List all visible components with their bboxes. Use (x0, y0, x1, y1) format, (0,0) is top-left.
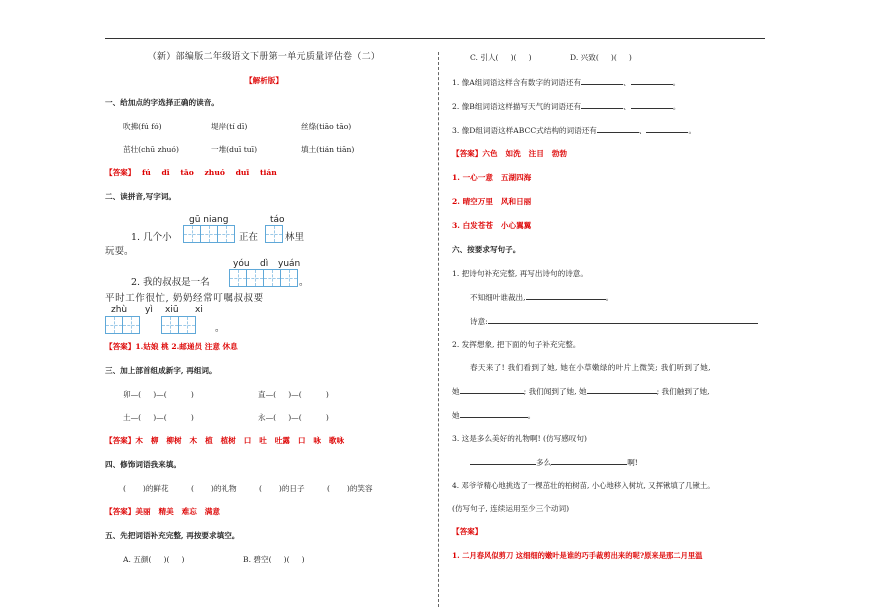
q3-item: 直—( )—( ) (258, 390, 329, 399)
q6-answer-tag: 【答案】 (452, 527, 483, 536)
q5-fill-1 (452, 76, 770, 88)
q5-answer: 【答案】六色 如洗 注目 勃勃 (452, 149, 567, 158)
q2-answer: 【答案】1.姑娘 桃 2.邮递员 注意 休息 (105, 342, 238, 351)
q5-row-cd (452, 52, 770, 63)
answer-word: zhuó (204, 168, 225, 177)
q6-line-11: (仿写句子, 连续运用至少三个动词) (452, 504, 570, 513)
q6-line-6 (452, 385, 770, 397)
pinyin: xiū (165, 305, 179, 315)
q1-row-2 (105, 144, 423, 155)
q6-line-1: 1. 把诗句补充完整, 再写出诗句的诗意。 (452, 269, 588, 278)
q2-heading: 二、读拼音,写字词。 (105, 192, 176, 201)
q4-answer: 【答案】美丽 精美 难忘 满意 (105, 507, 220, 516)
q5-fill-3 (452, 124, 770, 136)
fill-text: 。 (605, 293, 614, 302)
q5-item: D. 兴致( )( ) (570, 53, 632, 62)
q5-item: A. 五颜( )( ) (123, 555, 185, 564)
fill-text: 不知细叶谁裁出, (470, 293, 526, 302)
right-column (452, 52, 770, 574)
blank-line[interactable] (587, 385, 657, 394)
q6-line-2 (452, 291, 770, 303)
pinyin: táo (270, 215, 285, 225)
writing-grid (105, 316, 140, 334)
sentence-text: 。 (215, 323, 225, 334)
fill-text: 诗意: (470, 317, 488, 326)
q4-item: ( )的笑容 (327, 484, 373, 493)
blank-line[interactable] (551, 456, 627, 465)
writing-grid (265, 225, 283, 243)
writing-grid (183, 225, 235, 243)
q1-item: 填土(tián tiān) (301, 145, 355, 154)
sentence-text: 平时工作很忙, 奶奶经常叮嘱叔叔要 (105, 293, 264, 304)
q3-heading: 三、加上部首组成新字, 再组词。 (105, 366, 217, 375)
pinyin: zhù (111, 305, 128, 315)
fill-text: 。 (672, 102, 681, 111)
q1-heading: 一、给加点的字选择正确的读音。 (105, 98, 219, 107)
fill-text: 、 (623, 78, 631, 87)
blank-line[interactable] (597, 124, 639, 133)
q5-answer-2: 2. 晴空万里 风和日丽 (452, 197, 532, 206)
sentence-text: 正在 (239, 232, 259, 243)
sentence-text: 2. 我的叔叔是一名 (131, 277, 210, 288)
pinyin: yóu (233, 259, 250, 269)
column-divider (438, 52, 439, 607)
blank-line[interactable] (581, 76, 623, 85)
fill-text: ; 我们闻到了她, 她 (523, 387, 587, 396)
q6-line-10: 4. 邓爷爷精心地挑选了一棵茁壮的柏树苗, 小心地移入树坑, 又挥锹填了几锹土。 (452, 481, 715, 490)
fill-text: 2. 像B组词语这样描写天气的词语还有 (452, 102, 582, 111)
q4-heading: 四、修饰词语我来填。 (105, 460, 181, 469)
q5-heading: 五、先把词语补充完整, 再按要求填空。 (105, 531, 240, 540)
q4-item: ( )的礼物 (191, 484, 237, 493)
blank-line[interactable] (631, 100, 673, 109)
q3-row-1 (105, 389, 423, 400)
q4-item: ( )的日子 (259, 484, 305, 493)
q1-row-1 (105, 121, 423, 132)
writing-grid (229, 269, 298, 287)
answer-word: dī (161, 168, 170, 177)
pinyin: dì (260, 259, 269, 269)
q6-line-3 (452, 315, 770, 327)
fill-text: 、 (623, 102, 631, 111)
q1-item: 丝绦(tiāo tāo) (301, 122, 352, 131)
writing-grid (161, 316, 196, 334)
q3-row-2 (105, 412, 423, 423)
q4-item: ( )的鲜花 (123, 484, 169, 493)
q6-line-8: 3. 这是多么美好的礼物啊! (仿写感叹句) (452, 434, 587, 443)
blank-line[interactable] (470, 456, 536, 465)
fill-text: 。 (527, 411, 536, 420)
q1-item: 吹拂(fú fó) (123, 122, 162, 131)
answer-word: tāo (180, 168, 194, 177)
q6-heading: 六、按要求写句子。 (452, 245, 521, 254)
q5-item: C. 引人( )( ) (470, 53, 532, 62)
sentence-text: 。 (299, 277, 309, 288)
fill-text: 。 (688, 126, 697, 135)
q1-answer (105, 167, 423, 178)
answer-tag: 【答案】 (105, 168, 136, 177)
fill-text: 啊! (627, 458, 638, 467)
q3-item: 卯—( )—( ) (123, 390, 194, 399)
answer-version-label: 【解析版】 (245, 76, 283, 85)
blank-line[interactable] (526, 291, 606, 300)
fill-text: 。 (672, 78, 681, 87)
blank-line[interactable] (581, 100, 623, 109)
pinyin: xi (195, 305, 203, 315)
q2-sentence-1 (105, 215, 423, 259)
left-column (105, 52, 423, 577)
answer-word: duī (235, 168, 250, 177)
blank-line[interactable] (631, 76, 673, 85)
q1-item: 茁壮(chū zhuó) (123, 145, 179, 154)
q6-line-9 (452, 456, 770, 468)
fill-text: 她 (452, 387, 460, 396)
fill-text: 多么 (536, 458, 552, 467)
blank-line[interactable] (460, 385, 524, 394)
q5-row-ab (105, 554, 423, 565)
q5-answer-3: 3. 白发苍苍 小心翼翼 (452, 221, 532, 230)
q5-fill-2 (452, 100, 770, 112)
fill-text: 、 (638, 126, 647, 135)
header-rule (105, 38, 765, 39)
sentence-text: 玩耍。 (105, 246, 134, 257)
fill-text: 1. 像A组词语这样含有数字的词语还有 (452, 78, 582, 87)
pinyin: yuán (278, 259, 301, 269)
blank-line[interactable] (488, 315, 758, 324)
q5-answer-1: 1. 一心一意 五湖四海 (452, 173, 532, 182)
fill-text: 她 (452, 411, 460, 420)
q6-line-4: 2. 发挥想象, 把下面的句子补充完整。 (452, 340, 581, 349)
q3-item: 永—( )—( ) (258, 413, 329, 422)
page-title: （新）部编版二年级语文下册第一单元质量评估卷（二） (147, 52, 381, 62)
sentence-text: 林里 (285, 232, 305, 243)
q3-answer: 【答案】木 柳 柳树 木 植 植树 口 吐 吐露 口 咏 歌咏 (105, 436, 345, 445)
fill-text: ; 我们触到了她, (656, 387, 710, 396)
q6-line-5: 春天来了! 我们看到了她, 她在小草嫩绿的叶片上微笑; 我们听到了她, (470, 363, 711, 372)
q4-row (105, 483, 423, 494)
q6-line-7 (452, 409, 770, 421)
q6-answer-1: 1. 二月春风似剪刀 这细细的嫩叶是谁的巧手裁剪出来的呢?原来是那二月里温 (452, 551, 703, 560)
pinyin: gū niang (189, 215, 229, 225)
blank-line[interactable] (460, 409, 528, 418)
answer-word: fú (142, 168, 151, 177)
fill-text: 3. 像D组词语这样ABCC式结构的词语还有 (452, 126, 597, 135)
q1-item: 一堆(duī tuī) (211, 145, 258, 154)
blank-line[interactable] (646, 124, 688, 133)
pinyin: yì (145, 305, 153, 315)
q1-item: 堤岸(tí dī) (211, 122, 248, 131)
q3-item: 土—( )—( ) (123, 413, 194, 422)
answer-word: tián (259, 168, 277, 177)
q5-item: B. 碧空( )( ) (243, 555, 305, 564)
sentence-text: 1. 几个小 (131, 232, 172, 243)
q2-sentence-2 (105, 259, 423, 341)
